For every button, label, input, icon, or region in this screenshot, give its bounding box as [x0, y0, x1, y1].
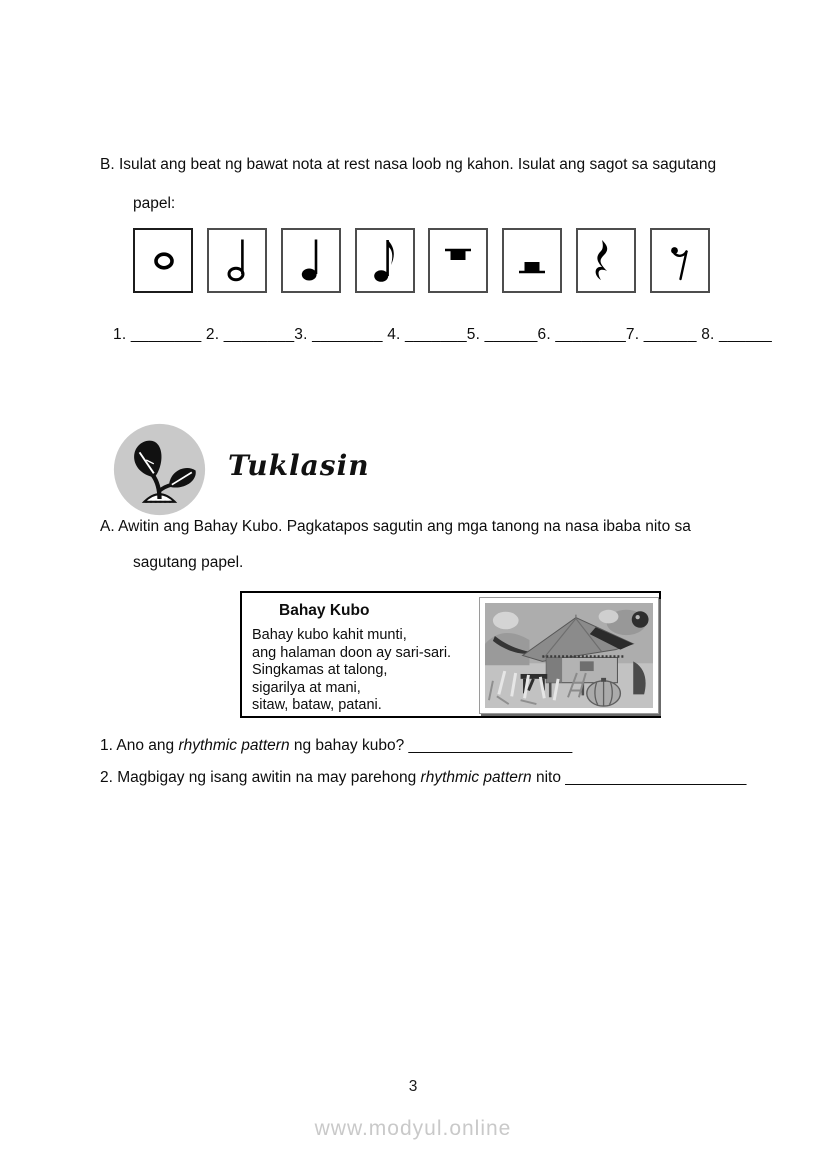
- question-1-italic: rhythmic pattern: [178, 737, 290, 754]
- page-number: 3: [408, 1078, 418, 1095]
- bahay-kubo-image: [479, 597, 659, 714]
- question-2-text: 2. Magbigay ng isang awitin na may parehong: [100, 769, 421, 786]
- song-lyrics: [252, 627, 451, 715]
- note-box-2: [207, 228, 267, 293]
- note-box-1: [133, 228, 193, 293]
- question-1-suffix: ng bahay kubo?: [289, 737, 409, 754]
- half-rest-icon: [512, 235, 552, 287]
- nipa-hut-illustration: [485, 603, 653, 708]
- note-box-6: [502, 228, 562, 293]
- question-2-italic: rhythmic pattern: [420, 769, 532, 786]
- song-box: [240, 591, 661, 718]
- question-1: [100, 737, 572, 755]
- note-box-5: [428, 228, 488, 293]
- lyrics-line: sigarilya at mani,: [252, 679, 361, 696]
- question-2-suffix: nito: [531, 769, 566, 786]
- half-note-icon: [217, 235, 257, 287]
- note-box-3: [281, 228, 341, 293]
- seedling-icon: [112, 422, 207, 517]
- lyrics-line: ang halaman doon ay sari-sari.: [252, 644, 452, 661]
- watermark: www.modyul.online: [314, 1117, 512, 1140]
- note-box-4: [355, 228, 415, 293]
- section-a-instruction-line2: sagutang papel.: [133, 554, 244, 571]
- whole-rest-icon: [438, 235, 478, 287]
- tuklasin-heading: Tuklasin: [228, 449, 370, 482]
- question-2-blank: _____________________: [565, 769, 747, 786]
- song-title: Bahay Kubo: [279, 602, 370, 619]
- section-a-instruction-line1: A. Awitin ang Bahay Kubo. Pagkatapos sagutin ang mga tanong na nasa ibaba nito sa: [100, 518, 691, 535]
- whole-note-icon: [143, 235, 183, 287]
- lyrics-line: Singkamas at talong,: [252, 662, 388, 678]
- question-1-blank: ___________________: [408, 737, 573, 754]
- question-2: [100, 769, 746, 787]
- section-b-instruction-line2: papel:: [133, 195, 176, 212]
- eighth-note-icon: [365, 235, 405, 287]
- quarter-rest-icon: [586, 235, 626, 287]
- lyrics-line: sitaw, bataw, patani.: [252, 697, 382, 713]
- section-b-instruction-line1: B. Isulat ang beat ng bawat nota at rest nasa loob ng kahon. Isulat ang sagot sa sagutang: [100, 156, 717, 173]
- eighth-rest-icon: [660, 235, 700, 287]
- note-box-row: [133, 228, 710, 293]
- note-box-8: [650, 228, 710, 293]
- answer-blanks-line: 1. ________ 2. ________3. ________ 4. _______5. ______6. ________7. ______ 8. ______: [113, 326, 772, 343]
- question-1-text: 1. Ano ang: [100, 737, 179, 754]
- note-box-7: [576, 228, 636, 293]
- lyrics-line: Bahay kubo kahit munti,: [252, 627, 407, 643]
- quarter-note-icon: [291, 235, 331, 287]
